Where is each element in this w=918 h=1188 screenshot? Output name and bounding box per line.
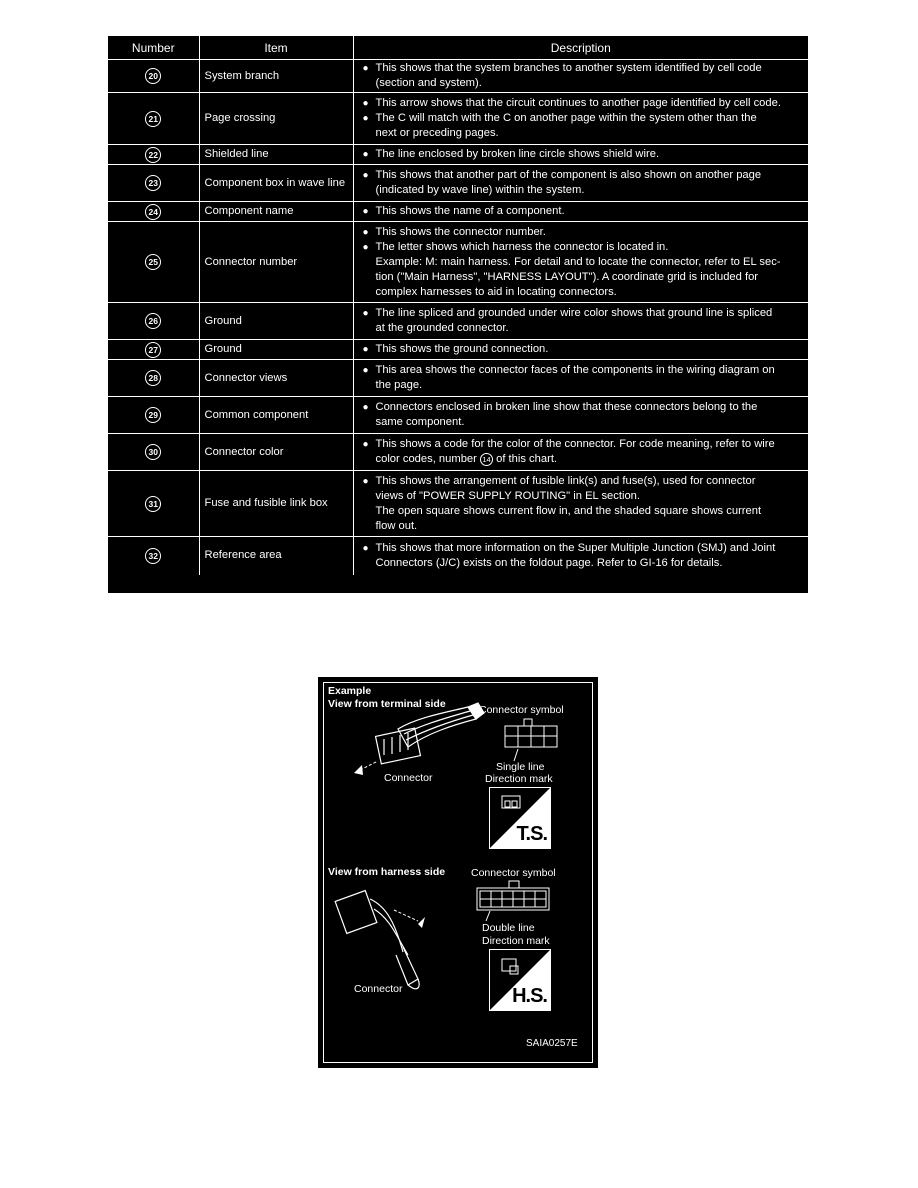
harness-view-arrow bbox=[394, 910, 418, 921]
description-text: This shows the arrangement of fusible link(s) and fuse(s), used for connector bbox=[375, 474, 756, 487]
description-line bbox=[359, 489, 804, 504]
row-number-cell bbox=[108, 397, 199, 434]
row-description bbox=[353, 222, 808, 303]
row-item: Component box in wave line bbox=[199, 165, 353, 202]
connector-symbol-single bbox=[505, 719, 557, 761]
row-description bbox=[353, 60, 808, 93]
description-text: Example: M: main harness. For detail and to locate the connector, refer to EL sec- bbox=[375, 255, 781, 268]
harness-side-connector-drawing bbox=[335, 891, 419, 989]
direction-mark-label-1: Direction mark bbox=[485, 773, 553, 785]
description-line bbox=[359, 363, 804, 378]
description-text: The letter shows which harness the connector is located in. bbox=[375, 240, 669, 253]
description-text: same component. bbox=[375, 416, 465, 428]
row-item: Connector views bbox=[199, 360, 353, 397]
circled-reference: 14 bbox=[480, 453, 493, 466]
direction-mark-label-2: Direction mark bbox=[482, 935, 550, 947]
connector-example-figure bbox=[318, 677, 598, 1068]
terminal-side-connector-drawing bbox=[376, 703, 484, 764]
row-description bbox=[353, 340, 808, 360]
description-text: (indicated by wave line) within the system. bbox=[375, 184, 585, 196]
description-line bbox=[359, 452, 804, 467]
table-row bbox=[108, 145, 808, 165]
example-title: Example bbox=[328, 685, 372, 697]
single-line-label: Single line bbox=[496, 761, 545, 773]
circled-number: 29 bbox=[145, 407, 161, 423]
description-text: This area shows the connector faces of the components in the wiring diagram on bbox=[375, 364, 775, 376]
row-description bbox=[353, 303, 808, 340]
description-line bbox=[359, 183, 804, 198]
bullet-icon: ● bbox=[362, 344, 369, 355]
description-line bbox=[359, 147, 804, 162]
description-line bbox=[359, 168, 804, 183]
harness-side-heading: View from harness side bbox=[328, 866, 446, 878]
circled-number: 24 bbox=[145, 204, 161, 220]
row-number-cell bbox=[108, 471, 199, 537]
circled-number: 31 bbox=[145, 496, 161, 512]
bullet-icon: ● bbox=[362, 206, 369, 217]
table-row bbox=[108, 471, 808, 537]
description-text: next or preceding pages. bbox=[375, 127, 499, 139]
description-text: The line enclosed by broken line circle shows shield wire. bbox=[375, 148, 660, 160]
row-description bbox=[353, 165, 808, 202]
hs-label: H.S. bbox=[512, 985, 547, 1007]
table-row bbox=[108, 93, 808, 145]
circled-number: 21 bbox=[145, 111, 161, 127]
circled-number: 20 bbox=[145, 68, 161, 84]
row-item: Reference area bbox=[199, 537, 353, 575]
table-row bbox=[108, 360, 808, 397]
description-line bbox=[359, 504, 804, 519]
bullet-icon: ● bbox=[362, 439, 369, 450]
description-line bbox=[359, 225, 804, 240]
row-number-cell bbox=[108, 93, 199, 145]
table-row bbox=[108, 340, 808, 360]
legend-table bbox=[108, 36, 808, 593]
terminal-side-heading: View from terminal side bbox=[328, 698, 446, 710]
description-text: the page. bbox=[375, 379, 423, 391]
description-line bbox=[359, 437, 804, 452]
connector-symbol-double bbox=[477, 881, 549, 921]
ts-label: T.S. bbox=[516, 823, 547, 845]
row-item: Shielded line bbox=[199, 145, 353, 165]
description-text: views of "POWER SUPPLY ROUTING" in EL section. bbox=[375, 489, 640, 502]
terminal-connector-symbol-label: Connector symbol bbox=[479, 704, 564, 716]
row-number-cell bbox=[108, 222, 199, 303]
description-text: This arrow shows that the circuit continues to another page identified by cell code. bbox=[375, 97, 781, 109]
bullet-icon: ● bbox=[362, 226, 369, 238]
bullet-icon: ● bbox=[362, 149, 369, 160]
description-line bbox=[359, 126, 804, 141]
description-text: The line spliced and grounded under wire color shows that ground line is spliced bbox=[375, 307, 773, 319]
table-row bbox=[108, 397, 808, 434]
row-number-cell bbox=[108, 303, 199, 340]
row-number-cell bbox=[108, 165, 199, 202]
bullet-icon: ● bbox=[362, 98, 369, 109]
description-line bbox=[359, 519, 804, 534]
row-description bbox=[353, 471, 808, 537]
table-body bbox=[108, 60, 808, 575]
row-number-cell bbox=[108, 60, 199, 93]
description-line bbox=[359, 240, 804, 255]
bullet-icon: ● bbox=[362, 308, 369, 319]
row-description bbox=[353, 145, 808, 165]
description-text: This shows the name of a component. bbox=[375, 205, 565, 217]
harness-connector-label: Connector bbox=[354, 983, 403, 995]
circled-number: 28 bbox=[145, 370, 161, 386]
description-line bbox=[359, 270, 804, 285]
harness-connector-symbol-label: Connector symbol bbox=[471, 867, 556, 879]
description-text: This shows the ground connection. bbox=[375, 343, 549, 355]
row-item: Ground bbox=[199, 303, 353, 340]
description-text: This shows that another part of the component is also shown on another page bbox=[375, 169, 762, 181]
description-text-after: of this chart. bbox=[496, 453, 558, 465]
description-line bbox=[359, 556, 804, 571]
circled-number: 26 bbox=[145, 313, 161, 329]
terminal-view-arrow bbox=[360, 761, 378, 770]
circled-number: 23 bbox=[145, 175, 161, 191]
row-item: Fuse and fusible link box bbox=[199, 471, 353, 537]
viewer-eye-icon bbox=[354, 765, 363, 775]
table-row bbox=[108, 60, 808, 93]
bullet-icon: ● bbox=[362, 475, 369, 487]
row-number-cell bbox=[108, 145, 199, 165]
table-row bbox=[108, 222, 808, 303]
double-line-label: Double line bbox=[482, 922, 535, 934]
description-text: The open square shows current flow in, and the shaded square shows current bbox=[375, 504, 762, 517]
table-row bbox=[108, 165, 808, 202]
description-line bbox=[359, 96, 804, 111]
row-description bbox=[353, 434, 808, 471]
description-text: (section and system). bbox=[375, 77, 482, 89]
bullet-icon: ● bbox=[362, 542, 369, 554]
circled-number: 25 bbox=[145, 254, 161, 270]
description-line bbox=[359, 111, 804, 126]
description-text: This shows the connector number. bbox=[375, 225, 546, 238]
circled-number: 27 bbox=[145, 342, 161, 358]
row-description bbox=[353, 360, 808, 397]
bullet-icon: ● bbox=[362, 113, 369, 124]
row-item: Common component bbox=[199, 397, 353, 434]
row-description bbox=[353, 202, 808, 222]
row-number-cell bbox=[108, 434, 199, 471]
description-line bbox=[359, 541, 804, 556]
row-number-cell bbox=[108, 360, 199, 397]
description-line bbox=[359, 285, 804, 300]
row-item: Page crossing bbox=[199, 93, 353, 145]
terminal-connector-label: Connector bbox=[384, 772, 433, 784]
description-line bbox=[359, 415, 804, 430]
viewer-eye-icon-2 bbox=[418, 917, 425, 928]
bullet-icon: ● bbox=[362, 365, 369, 376]
description-text: Connectors (J/C) exists on the foldout page. Refer to GI-16 for details. bbox=[375, 556, 723, 569]
description-line bbox=[359, 321, 804, 336]
row-item: Ground bbox=[199, 340, 353, 360]
circled-number: 30 bbox=[145, 444, 161, 460]
row-description bbox=[353, 397, 808, 434]
header-number: Number bbox=[108, 36, 199, 60]
description-text: This shows a code for the color of the connector. For code meaning, refer to wire bbox=[375, 438, 775, 450]
circled-number: 32 bbox=[145, 548, 161, 564]
bullet-icon: ● bbox=[362, 402, 369, 413]
description-text: Connectors enclosed in broken line show that these connectors belong to the bbox=[375, 401, 758, 413]
terminal-side-badge bbox=[489, 787, 551, 849]
header-item: Item bbox=[199, 36, 353, 60]
row-item: Connector number bbox=[199, 222, 353, 303]
bullet-icon: ● bbox=[362, 170, 369, 181]
description-line bbox=[359, 474, 804, 489]
description-line bbox=[359, 76, 804, 91]
table-header-row bbox=[108, 36, 808, 60]
description-line bbox=[359, 400, 804, 415]
figure-code: SAIA0257E bbox=[526, 1038, 578, 1049]
row-number-cell bbox=[108, 340, 199, 360]
harness-side-badge bbox=[489, 949, 551, 1011]
row-item: Connector color bbox=[199, 434, 353, 471]
row-item: Component name bbox=[199, 202, 353, 222]
header-description: Description bbox=[353, 36, 808, 60]
description-text: complex harnesses to aid in locating connectors. bbox=[375, 285, 617, 298]
description-text: This shows that the system branches to another system identified by cell code bbox=[375, 62, 762, 74]
description-line bbox=[359, 204, 804, 219]
bullet-icon: ● bbox=[362, 63, 369, 74]
description-line bbox=[359, 61, 804, 76]
row-number-cell bbox=[108, 202, 199, 222]
row-number-cell bbox=[108, 537, 199, 575]
description-line bbox=[359, 342, 804, 357]
row-description bbox=[353, 537, 808, 575]
bullet-icon: ● bbox=[362, 241, 369, 253]
table-row bbox=[108, 434, 808, 471]
table-row bbox=[108, 303, 808, 340]
description-text: at the grounded connector. bbox=[375, 322, 509, 334]
circled-number: 22 bbox=[145, 147, 161, 163]
description-line bbox=[359, 378, 804, 393]
table-row bbox=[108, 202, 808, 222]
description-text: tion ("Main Harness", "HARNESS LAYOUT"). A coordinate grid is included for bbox=[375, 270, 759, 283]
description-text: The C will match with the C on another page within the system other than the bbox=[375, 112, 757, 124]
description-line bbox=[359, 306, 804, 321]
row-description bbox=[353, 93, 808, 145]
description-text: color codes, number bbox=[375, 453, 477, 465]
description-line bbox=[359, 255, 804, 270]
description-text: flow out. bbox=[375, 519, 418, 532]
row-item: System branch bbox=[199, 60, 353, 93]
table-row bbox=[108, 537, 808, 575]
description-text: This shows that more information on the Super Multiple Junction (SMJ) and Joint bbox=[375, 541, 776, 554]
